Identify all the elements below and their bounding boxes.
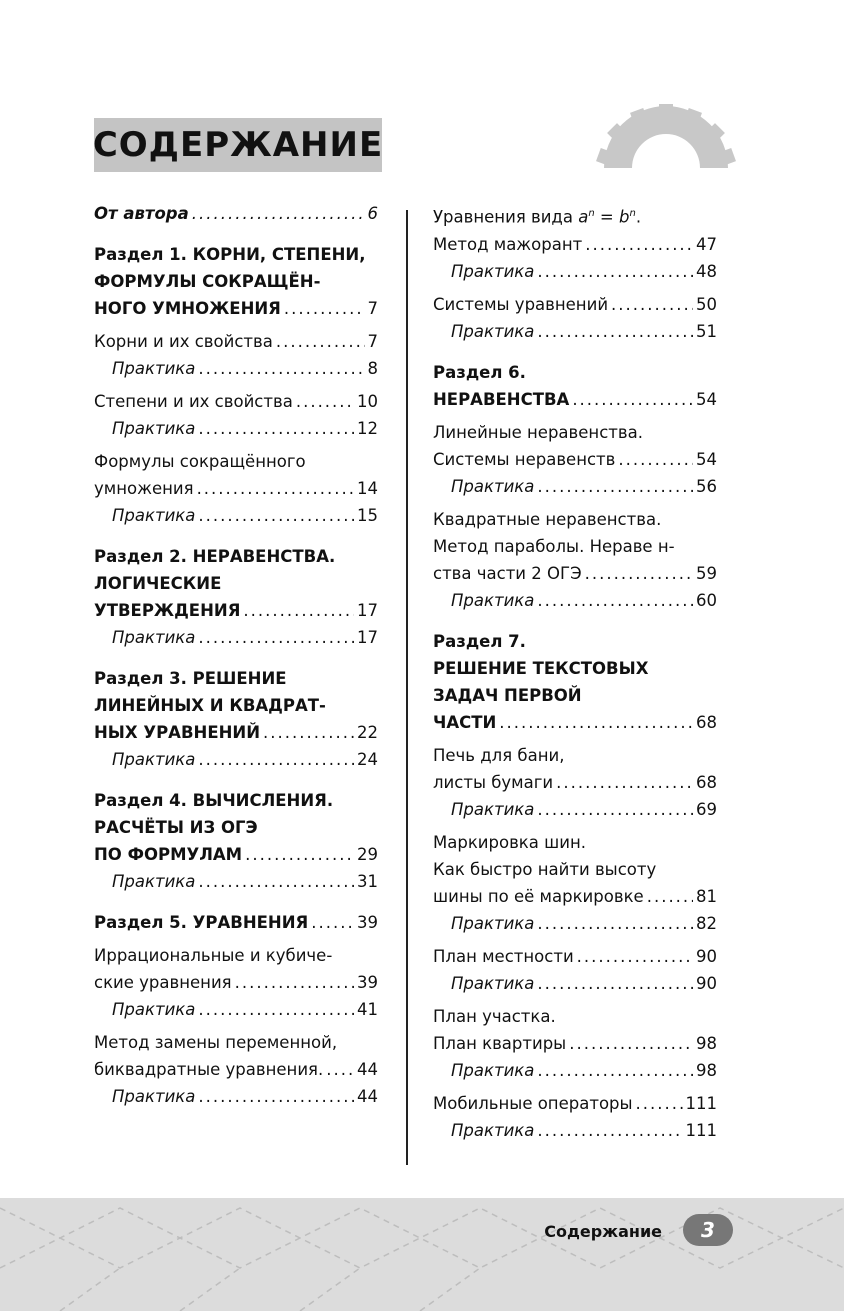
toc-practice[interactable]: Практика ..... 12	[94, 415, 378, 442]
toc-practice[interactable]: Практика ..... 15	[94, 502, 378, 529]
column-divider	[406, 210, 408, 1165]
toc-entry-irrational[interactable]: Иррациональные и кубиче- ские уравнения ..... 39	[94, 942, 378, 996]
footer-section-label: Содержание	[544, 1222, 662, 1241]
page-number-badge: 3	[683, 1214, 733, 1246]
toc-entry-author[interactable]: От автора ..... 6	[94, 200, 378, 227]
toc-practice[interactable]: Практика ..... 56	[433, 473, 717, 500]
toc-practice[interactable]: Практика ..... 41	[94, 996, 378, 1023]
toc-entry-systems[interactable]: Системы уравнений ..... 50	[433, 291, 717, 318]
toc-entry-powers[interactable]: Степени и их свойства ..... 10	[94, 388, 378, 415]
toc-practice[interactable]: Практика ..... 31	[94, 868, 378, 895]
toc-section-5[interactable]: Раздел 5. УРАВНЕНИЯ ..... 39	[94, 909, 378, 936]
toc-entry-linear-ineq[interactable]: Линейные неравенства. Системы неравенств ..... 54	[433, 419, 717, 473]
toc-entry-terrain-plan[interactable]: План местности ..... 90	[433, 943, 717, 970]
toc-entry-plot-plan[interactable]: План участка. План квартиры ..... 98	[433, 1003, 717, 1057]
toc-practice[interactable]: Практика ..... 82	[433, 910, 717, 937]
toc-practice[interactable]: Практика ..... 98	[433, 1057, 717, 1084]
toc-practice[interactable]: Практика ..... 111	[433, 1117, 717, 1144]
toc-entry-stove[interactable]: Печь для бани, листы бумаги ..... 68	[433, 742, 717, 796]
toc-section-3[interactable]: Раздел 3. РЕШЕНИЕ ЛИНЕЙНЫХ И КВАДРАТ- НЫХ УРАВНЕНИЙ ..... 22	[94, 665, 378, 746]
toc-entry-quadratic-ineq[interactable]: Квадратные неравенства. Метод параболы. Нераве н- ства части 2 ОГЭ ..... 59	[433, 506, 717, 587]
toc-section-7[interactable]: Раздел 7. РЕШЕНИЕ ТЕКСТОВЫХ ЗАДАЧ ПЕРВОЙ ЧАСТИ ..... 68	[433, 628, 717, 736]
toc-entry-equation-form[interactable]: Уравнения вида $a^n = b^n$. Метод мажорант ..... 47	[433, 200, 717, 258]
toc-entry-mobile[interactable]: Мобильные операторы ..... 111	[433, 1090, 717, 1117]
toc-practice[interactable]: Практика ..... 44	[94, 1083, 378, 1110]
page-title-text: СОДЕРЖАНИЕ	[92, 125, 384, 165]
toc-practice[interactable]: Практика ..... 17	[94, 624, 378, 651]
gear-icon	[596, 104, 736, 168]
toc-section-1[interactable]: Раздел 1. КОРНИ, СТЕПЕНИ, ФОРМУЛЫ СОКРАЩЁН- НОГО УМНОЖЕНИЯ ..... 7	[94, 241, 378, 322]
page-title	[94, 118, 382, 172]
toc-section-6[interactable]: Раздел 6. НЕРАВЕНСТВА ..... 54	[433, 359, 717, 413]
toc-section-4[interactable]: Раздел 4. ВЫЧИСЛЕНИЯ. РАСЧЁТЫ ИЗ ОГЭ ПО ФОРМУЛАМ ..... 29	[94, 787, 378, 868]
toc-practice[interactable]: Практика ..... 8	[94, 355, 378, 382]
toc-entry-formulas[interactable]: Формулы сокращённого умножения ..... 14	[94, 448, 378, 502]
toc-left-column	[94, 200, 378, 1110]
toc-practice[interactable]: Практика ..... 90	[433, 970, 717, 997]
toc-right-column	[433, 200, 717, 1144]
toc-practice[interactable]: Практика ..... 69	[433, 796, 717, 823]
toc-entry-tires[interactable]: Маркировка шин. Как быстро найти высоту шины по её маркировке ..... 81	[433, 829, 717, 910]
toc-practice[interactable]: Практика ..... 60	[433, 587, 717, 614]
toc-entry-roots[interactable]: Корни и их свойства ..... 7	[94, 328, 378, 355]
toc-practice[interactable]: Практика ..... 48	[433, 258, 717, 285]
toc-practice[interactable]: Практика ..... 51	[433, 318, 717, 345]
toc-section-2[interactable]: Раздел 2. НЕРАВЕНСТВА. ЛОГИЧЕСКИЕ УТВЕРЖДЕНИЯ ..... 17	[94, 543, 378, 624]
toc-practice[interactable]: Практика ..... 24	[94, 746, 378, 773]
toc-entry-substitution[interactable]: Метод замены переменной, биквадратные уравнения. ..... 44	[94, 1029, 378, 1083]
